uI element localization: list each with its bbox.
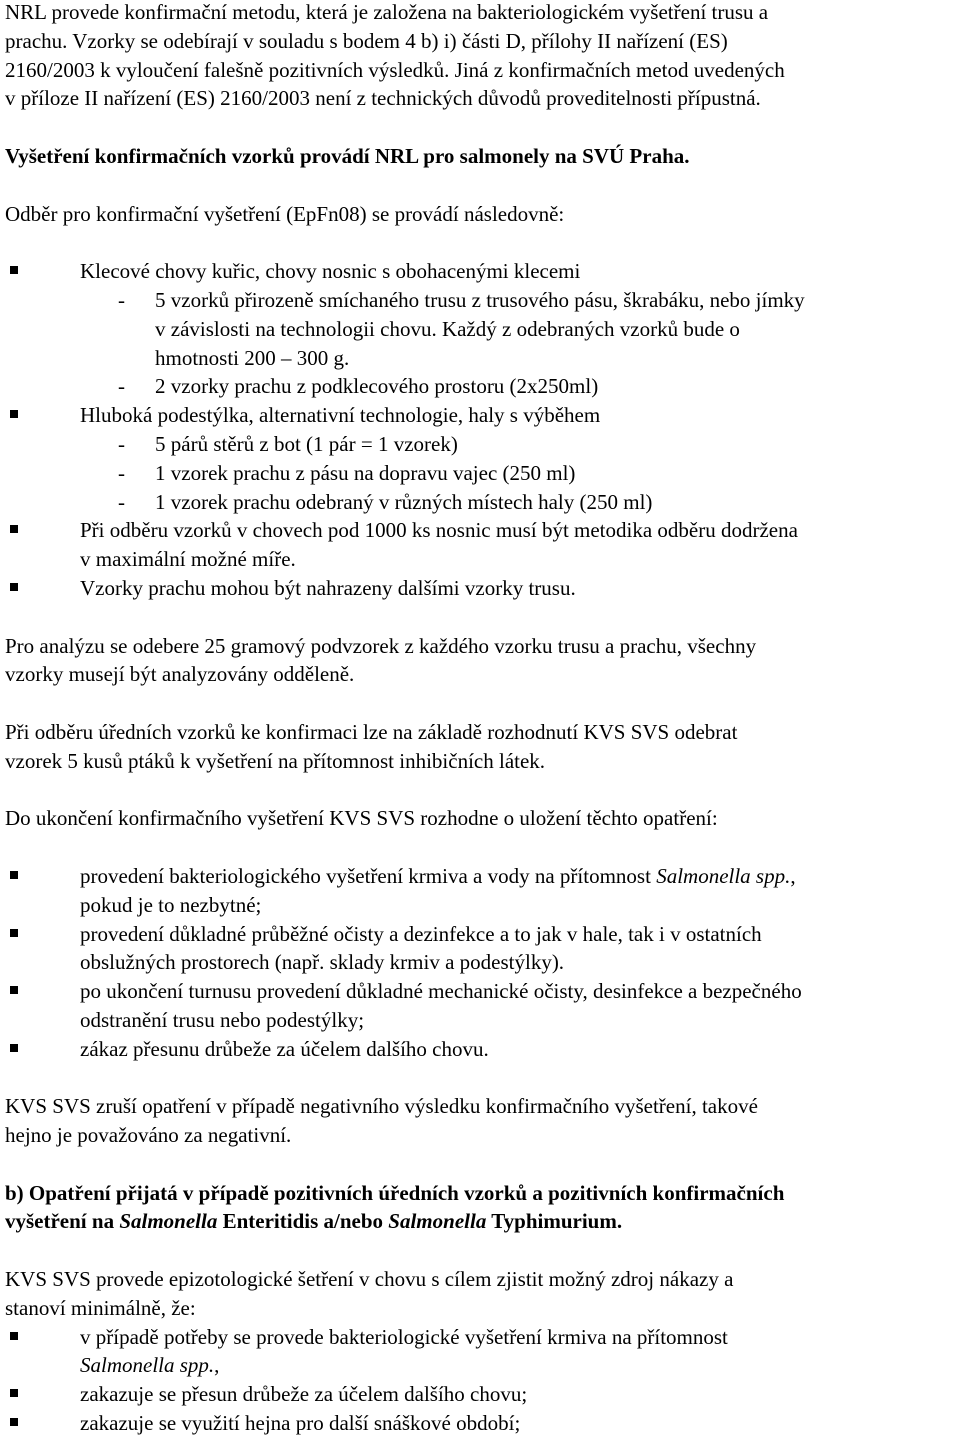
- dash-bullet: -: [118, 287, 125, 312]
- list-item: [5, 257, 955, 286]
- text-line: hmotnosti 200 – 300 g.: [155, 345, 350, 370]
- sub-list-item: [5, 372, 955, 401]
- list-item: [5, 862, 955, 920]
- square-bullet-icon: [10, 871, 18, 879]
- sub-list-item: [5, 286, 955, 372]
- text-line: odstranění trusu nebo podestýlky;: [80, 1007, 365, 1032]
- list-item: [5, 1409, 955, 1438]
- cancel-measures-paragraph: [5, 1092, 955, 1150]
- text-line: 2 vzorky prachu z podklecového prostoru (2x250ml): [155, 374, 599, 399]
- list-item: [5, 1380, 955, 1409]
- list-item-label: zakazuje se přesun drůbeže za účelem dalšího chovu;: [80, 1382, 528, 1407]
- text-line: 2160/2003 k vyloučení falešně pozitivních výsledků. Jiná z konfirmačních metod uvedených: [5, 57, 785, 82]
- text-line: KVS SVS provede epizotologické šetření v chovu s cílem zjistit možný zdroj nákazy a: [5, 1267, 734, 1292]
- list-item-label: Vzorky prachu mohou být nahrazeny dalšími vzorky trusu.: [80, 575, 576, 600]
- document-page: [5, 0, 955, 1438]
- measures-list: [5, 862, 955, 1064]
- dash-bullet: -: [118, 489, 125, 514]
- sampling-list: [5, 257, 955, 603]
- official-samples-paragraph: [5, 718, 955, 776]
- list-item: [5, 401, 955, 430]
- square-bullet-icon: [10, 1044, 18, 1052]
- list-item-label: zakazuje se využití hejna pro další snáškové období;: [80, 1411, 521, 1436]
- text-line: NRL provede konfirmační metodu, která je založena na bakteriologickém vyšetření trusu a: [5, 0, 769, 24]
- square-bullet-icon: [10, 929, 18, 937]
- text-line: Salmonella spp.,: [80, 1353, 220, 1378]
- dash-bullet: -: [118, 431, 125, 456]
- text-line: KVS SVS zruší opatření v případě negativního výsledku konfirmačního vyšetření, takové: [5, 1094, 758, 1119]
- square-bullet-icon: [10, 1389, 18, 1397]
- analysis-paragraph: [5, 632, 955, 690]
- text-line: vyšetření na Salmonella Enteritidis a/nebo Salmonella Typhimurium.: [5, 1209, 623, 1234]
- square-bullet-icon: [10, 525, 18, 533]
- final-measures-list: [5, 1323, 955, 1438]
- text-line: Pro analýzu se odebere 25 gramový podvzorek z každého vzorku trusu a prachu, všechny: [5, 633, 757, 658]
- list-item: [5, 1323, 955, 1381]
- sub-list-item: [5, 488, 955, 517]
- text-line: 1 vzorek prachu z pásu na dopravu vajec (250 ml): [155, 460, 576, 485]
- section-heading: [5, 1179, 955, 1237]
- text-line: v maximální možné míře.: [80, 547, 296, 572]
- text-line: v závislosti na technologii chovu. Každý z odebraných vzorků bude o: [155, 316, 740, 341]
- list-item: [5, 516, 955, 574]
- list-item: [5, 1035, 955, 1064]
- text-line: pokud je to nezbytné;: [80, 892, 262, 917]
- list-item-label: zákaz přesunu drůbeže za účelem dalšího chovu.: [80, 1036, 489, 1061]
- epizootic-paragraph: [5, 1265, 955, 1323]
- text-line: 5 párů stěrů z bot (1 pár = 1 vzorek): [155, 431, 458, 456]
- square-bullet-icon: [10, 1332, 18, 1340]
- square-bullet-icon: [10, 1418, 18, 1426]
- text-line: hejno je považováno za negativní.: [5, 1123, 292, 1148]
- text-line: stanoví minimálně, že:: [5, 1295, 196, 1320]
- list-item: [5, 977, 955, 1035]
- text-line: provedení důkladné průběžné očisty a dezinfekce a to jak v hale, tak i v ostatních: [80, 921, 762, 946]
- text-line: b) Opatření přijatá v případě pozitivních úředních vzorků a pozitivních konfirmačních: [5, 1180, 785, 1205]
- square-bullet-icon: [10, 410, 18, 418]
- list-item-label: Klecové chovy kuřic, chovy nosnic s obohacenými klecemi: [80, 259, 581, 284]
- text-line: v příloze II nařízení (ES) 2160/2003 není z technických důvodů proveditelnosti přípustná.: [5, 86, 761, 111]
- text-line: vzorek 5 kusů ptáků k vyšetření na přítomnost inhibičních látek.: [5, 748, 546, 773]
- text-line: 5 vzorků přirozeně smíchaného trusu z trusového pásu, škrabáku, nebo jímky: [155, 287, 805, 312]
- sub-list-item: [5, 430, 955, 459]
- list-item-label: Hluboká podestýlka, alternativní technologie, haly s výběhem: [80, 403, 601, 428]
- dash-bullet: -: [118, 374, 125, 399]
- sampling-intro: Odběr pro konfirmační vyšetření (EpFn08) se provádí následovně:: [5, 201, 565, 226]
- square-bullet-icon: [10, 583, 18, 591]
- text-line: po ukončení turnusu provedení důkladné mechanické očisty, desinfekce a bezpečného: [80, 979, 802, 1004]
- text-line: Při odběru vzorků v chovech pod 1000 ks nosnic musí být metodika odběru dodržena: [80, 518, 798, 543]
- text-line: obslužných prostorech (např. sklady krmiv a podestýlky).: [80, 950, 565, 975]
- text-line: Při odběru úředních vzorků ke konfirmaci lze na základě rozhodnutí KVS SVS odebrat: [5, 719, 738, 744]
- nrl-statement: Vyšetření konfirmačních vzorků provádí NRL pro salmonely na SVÚ Praha.: [5, 143, 690, 168]
- square-bullet-icon: [10, 266, 18, 274]
- intro-paragraph: [5, 0, 955, 113]
- list-item: [5, 920, 955, 978]
- text-line: 1 vzorek prachu odebraný v různých místech haly (250 ml): [155, 489, 653, 514]
- measures-intro: Do ukončení konfirmačního vyšetření KVS SVS rozhodne o uložení těchto opatření:: [5, 806, 718, 831]
- list-item: [5, 574, 955, 603]
- text-line: vzorky musejí být analyzovány odděleně.: [5, 662, 355, 687]
- dash-bullet: -: [118, 460, 125, 485]
- text-line: v případě potřeby se provede bakteriologické vyšetření krmiva na přítomnost: [80, 1324, 728, 1349]
- text-line: prachu. Vzorky se odebírají v souladu s bodem 4 b) i) části D, přílohy II nařízení (ES): [5, 28, 728, 53]
- text-line: provedení bakteriologického vyšetření krmiva a vody na přítomnost Salmonella spp.,: [80, 863, 796, 888]
- square-bullet-icon: [10, 986, 18, 994]
- sub-list-item: [5, 459, 955, 488]
